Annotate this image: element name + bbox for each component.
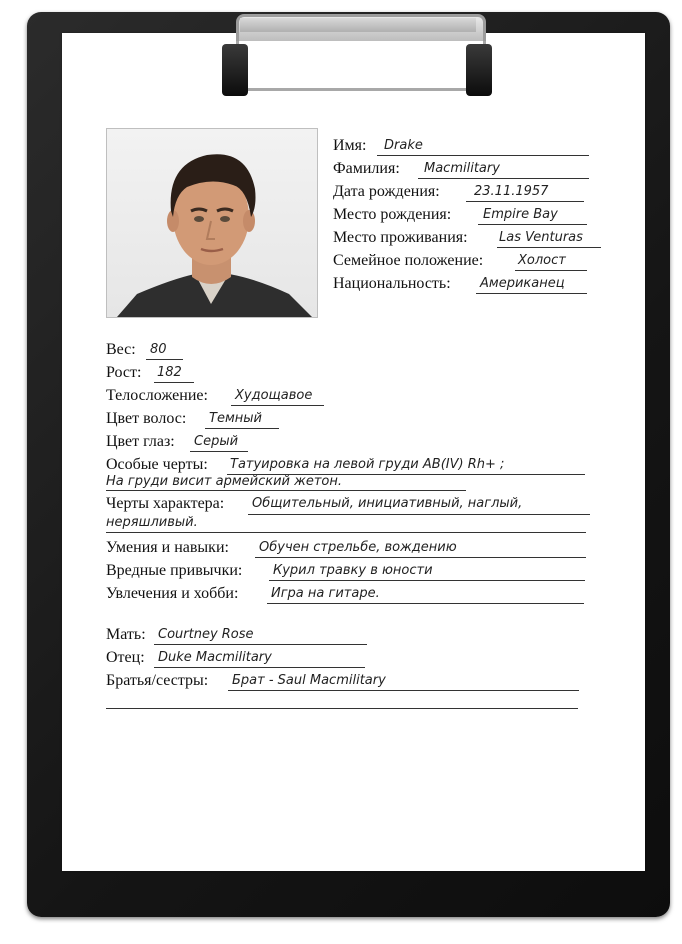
height-label: Рост: bbox=[106, 364, 142, 381]
build-value: Худощавое bbox=[235, 388, 313, 403]
dob-value: 23.11.1957 bbox=[474, 184, 549, 199]
portrait-image bbox=[107, 129, 317, 317]
father-label: Отец: bbox=[106, 649, 145, 666]
nationality-label: Национальность: bbox=[333, 275, 451, 292]
name-line bbox=[377, 155, 589, 156]
nationality-line bbox=[476, 293, 587, 294]
marital-label: Семейное положение: bbox=[333, 252, 484, 269]
mother-line bbox=[154, 644, 367, 645]
mother-value: Courtney Rose bbox=[158, 627, 254, 642]
hobbies-line bbox=[267, 603, 584, 604]
siblings-line-2 bbox=[106, 708, 578, 709]
siblings-line bbox=[228, 690, 579, 691]
skills-label: Умения и навыки: bbox=[106, 539, 229, 556]
eyes-label: Цвет глаз: bbox=[106, 433, 175, 450]
habits-label: Вредные привычки: bbox=[106, 562, 243, 579]
weight-label: Вес: bbox=[106, 341, 136, 358]
features-label: Особые черты: bbox=[106, 456, 208, 473]
marital-line bbox=[515, 270, 587, 271]
character-value-2: неряшливый. bbox=[106, 515, 198, 530]
residence-value: Las Venturas bbox=[499, 230, 583, 245]
skills-line bbox=[255, 557, 586, 558]
name-label: Имя: bbox=[333, 137, 367, 154]
clip-plate bbox=[240, 18, 476, 32]
weight-line bbox=[146, 359, 183, 360]
surname-label: Фамилия: bbox=[333, 160, 400, 177]
skills-value: Обучен стрельбе, вождению bbox=[259, 540, 457, 555]
character-line-1 bbox=[248, 514, 590, 515]
habits-line bbox=[269, 580, 585, 581]
father-line bbox=[154, 667, 365, 668]
siblings-value: Брат - Saul Macmilitary bbox=[232, 673, 386, 688]
height-value: 182 bbox=[157, 365, 182, 380]
hair-value: Темный bbox=[209, 411, 262, 426]
marital-value: Холост bbox=[518, 253, 566, 268]
eyes-line bbox=[190, 451, 248, 452]
build-label: Телосложение: bbox=[106, 387, 208, 404]
surname-line bbox=[418, 178, 589, 179]
residence-label: Место проживания: bbox=[333, 229, 468, 246]
hobbies-value: Игра на гитаре. bbox=[271, 586, 380, 601]
clip-wire bbox=[236, 36, 486, 91]
hair-label: Цвет волос: bbox=[106, 410, 187, 427]
character-line-2 bbox=[106, 532, 586, 533]
birthplace-label: Место рождения: bbox=[333, 206, 452, 223]
clip-foot-left bbox=[222, 44, 248, 96]
weight-value: 80 bbox=[150, 342, 167, 357]
dob-line bbox=[466, 201, 584, 202]
dob-label: Дата рождения: bbox=[333, 183, 440, 200]
birthplace-value: Empire Bay bbox=[483, 207, 558, 222]
eyes-value: Серый bbox=[194, 434, 239, 449]
features-value-1: Татуировка на левой груди AB(IV) Rh+ ; bbox=[230, 457, 505, 472]
residence-line bbox=[497, 247, 601, 248]
features-line-2 bbox=[106, 490, 466, 491]
hobbies-label: Увлечения и хобби: bbox=[106, 585, 239, 602]
hair-line bbox=[205, 428, 279, 429]
siblings-label: Братья/сестры: bbox=[106, 672, 209, 689]
character-label: Черты характера: bbox=[106, 495, 225, 512]
mother-label: Мать: bbox=[106, 626, 146, 643]
birthplace-line bbox=[478, 224, 587, 225]
character-value-1: Общительный, инициативный, наглый, bbox=[252, 496, 523, 511]
build-line bbox=[231, 405, 324, 406]
clipboard-clip bbox=[222, 8, 492, 100]
height-line bbox=[154, 382, 194, 383]
father-value: Duke Macmilitary bbox=[158, 650, 272, 665]
surname-value: Macmilitary bbox=[424, 161, 500, 176]
clip-foot-right bbox=[466, 44, 492, 96]
nationality-value: Американец bbox=[480, 276, 565, 291]
habits-value: Курил травку в юности bbox=[273, 563, 433, 578]
features-value-2: На груди висит армейский жетон. bbox=[106, 474, 342, 489]
profile-photo bbox=[106, 128, 318, 318]
name-value: Drake bbox=[384, 138, 423, 153]
